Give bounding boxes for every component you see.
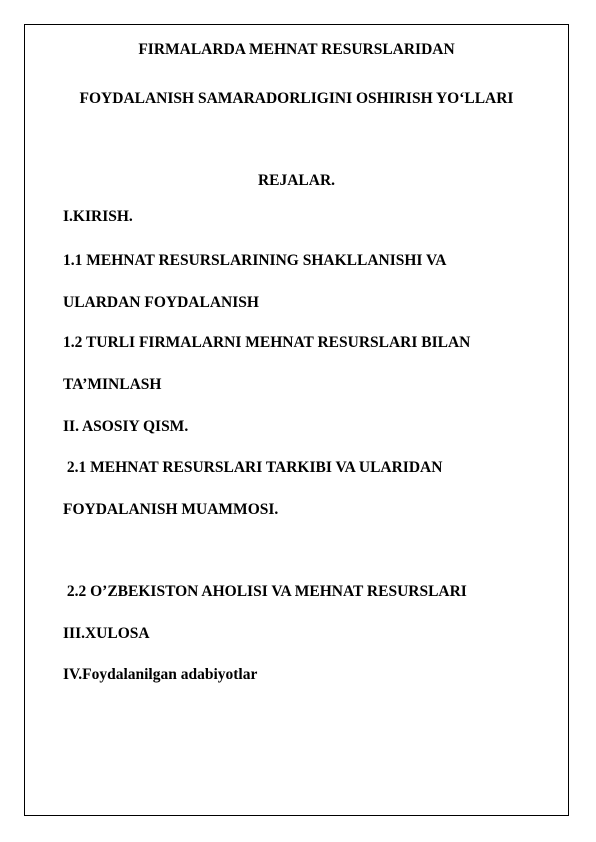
plan-item-main-part: II. ASOSIY QISM. bbox=[63, 418, 189, 435]
plan-item-introduction: I.KIRISH. bbox=[63, 208, 133, 225]
plan-item-2-1-line-1: 2.1 MEHNAT RESURSLARI TARKIBI VA ULARIDAN bbox=[63, 459, 443, 476]
plan-item-references: IV.Foydalanilgan adabiyotlar bbox=[63, 666, 258, 683]
plan-item-2-2: 2.2 O’ZBEKISTON AHOLISI VA MEHNAT RESURSLARI bbox=[63, 583, 467, 600]
plan-item-1-2-line-2: TA’MINLASH bbox=[63, 376, 162, 393]
document-title-line-1: FIRMALARDA MEHNAT RESURSLARIDAN bbox=[138, 41, 455, 58]
plan-item-1-2-line-1: 1.2 TURLI FIRMALARNI MEHNAT RESURSLARI BILAN bbox=[63, 334, 471, 351]
plan-item-1-1-line-2: ULARDAN FOYDALANISH bbox=[63, 294, 259, 311]
plan-item-conclusion: III.XULOSA bbox=[63, 625, 150, 642]
document-title-line-2: FOYDALANISH SAMARADORLIGINI OSHIRISH YO‘LLARI bbox=[79, 90, 514, 107]
plan-item-2-1-line-2: FOYDALANISH MUAMMOSI. bbox=[63, 501, 279, 518]
plan-item-1-1-line-1: 1.1 MEHNAT RESURSLARINING SHAKLLANISHI VA bbox=[63, 252, 447, 269]
plan-heading: REJALAR. bbox=[257, 172, 336, 189]
